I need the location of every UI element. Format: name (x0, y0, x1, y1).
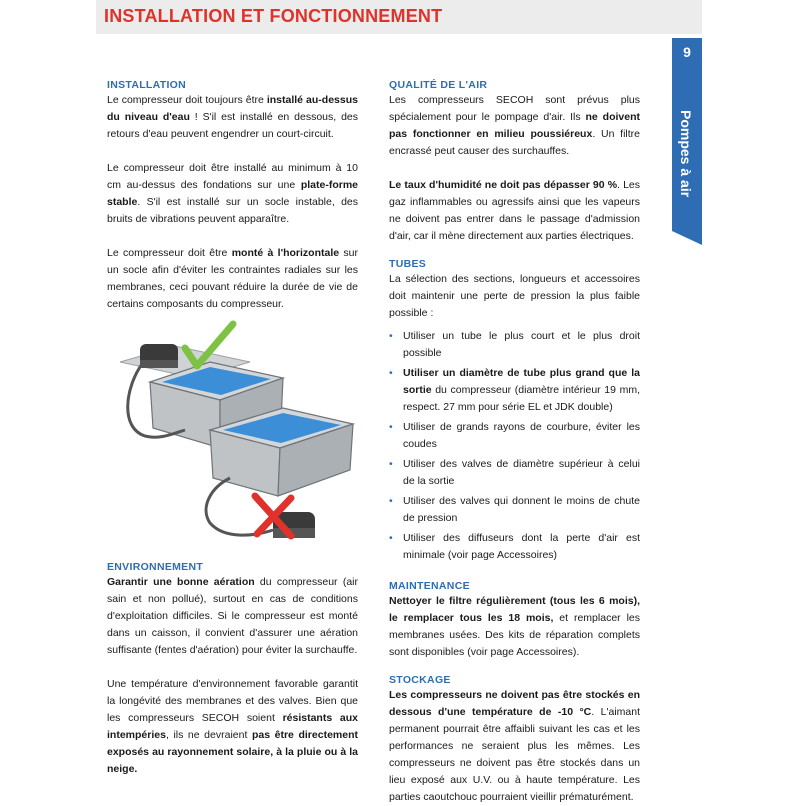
bold-text: Le taux d'humidité ne doit pas dépasser 90 % (389, 179, 618, 191)
page-title: INSTALLATION ET FONCTIONNEMENT (104, 6, 443, 26)
bold-text: plate-forme stable (107, 179, 358, 208)
environment-section (107, 560, 358, 778)
bold-text: Nettoyer le filtre régulièrement (tous les 6 mois), le remplacer tous les 18 mois, (389, 595, 640, 624)
text-run: ! S'il est installé en dessous, des retours d'eau peuvent engendrer un court-circuit. (107, 111, 358, 140)
text-run: Le compresseur doit être installé au minimum à 10 cm au-dessus des fondations sur une (107, 162, 358, 191)
text-run: Utiliser des valves de diamètre supérieur à celui de la sortie (403, 458, 640, 487)
text-run: Une température d'environnement favorable garantit la longévité des membranes et des valves. Bien que les compresseurs SECOH soient (107, 678, 358, 724)
text-run: Les compresseurs SECOH sont prévus plus spécialement pour le pompage d'air. Ils (389, 94, 640, 123)
stockage-paragraph (389, 687, 640, 806)
text-run: du compresseur (diamètre intérieur 19 mm, respect. 27 mm pour série EL et JDK double) (403, 384, 640, 413)
installation-paragraph-2 (107, 160, 358, 228)
text-run: sur un socle afin d'éviter les contraintes radiales sur les membranes, ceci pouvant réduire la durée de vie de certains composants du compresseur. (107, 247, 359, 310)
text-run: Le compresseur doit toujours être (107, 94, 267, 106)
installation-paragraph-3 (107, 245, 358, 313)
page-number: 9 (683, 44, 691, 60)
bold-text: Garantir une bonne aération (107, 576, 255, 588)
text-run: Utiliser des valves qui donnent le moins de chute de pression (403, 495, 640, 524)
text-run: . L'aimant permanent pourrait être affaibli suivant les cas et les performances ne seraient plus les mêmes. Les compresseurs ne doivent pas être stockés dans un lieu exposé aux U.V. ou à haute température. Les parties caoutchouc pourraient vieillir prématurément. (389, 706, 640, 803)
text-run: Utiliser un tube le plus court et le plus droit possible (403, 330, 640, 359)
section-heading-qualite-air: QUALITÉ DE L'AIR (389, 79, 488, 91)
section-heading-stockage: STOCKAGE (389, 674, 451, 686)
tubes-list-item (389, 419, 640, 453)
text-run: du compresseur (air sain et non pollué), surtout en cas de conditions d'exploitation difficiles. Si le compresseur est monté dans un caisson, il convient d'assurer une aération suffisante (fentes d'aération) pour éviter la surchauffe. (107, 576, 358, 656)
text-run: Utiliser de grands rayons de courbure, éviter les coudes (403, 421, 640, 450)
tubes-list-item (389, 365, 640, 416)
environnement-paragraph-2 (107, 676, 358, 778)
environnement-paragraph-1 (107, 574, 358, 659)
right-column (389, 78, 640, 806)
text-run: . Les gaz inflammables ou agressifs ainsi que les vapeurs ne doivent pas entrer dans le passage d'admission d'air, car il mène directement aux parties électriques. (389, 179, 640, 242)
side-tab-label: Pompes à air (678, 110, 694, 198)
text-run: , ils ne devraient (165, 729, 252, 741)
qualite-air-paragraph-2 (389, 177, 640, 245)
side-tab (672, 38, 702, 231)
tubes-list-item (389, 328, 640, 362)
bold-text: installé au-dessus du niveau d'eau (107, 94, 358, 123)
bold-text: résistants aux intempéries (107, 712, 358, 741)
header-bar (96, 0, 702, 34)
tubes-intro: La sélection des sections, longueurs et accessoires doit maintenir une perte de pression la plus faible possible : (389, 273, 640, 319)
section-heading-environnement: ENVIRONNEMENT (107, 561, 204, 573)
left-column (107, 78, 358, 313)
qualite-air-paragraph-1 (389, 92, 640, 160)
bold-text: monté à l'horizontale (231, 247, 340, 259)
bold-text: Les compresseurs ne doivent pas être stockés en dessous d'une température de -10 °C (389, 689, 640, 718)
bold-text: ne doivent pas fonctionner en milieu poussiéreux (389, 111, 640, 140)
side-tab-fold (672, 231, 702, 245)
text-run: . S'il est installé sur un socle instable, des bruits de vibrations peuvent apparaître. (107, 196, 358, 225)
bold-text: pas être directement exposés au rayonnement solaire, à la pluie ou à la neige. (107, 729, 358, 775)
section-heading-tubes: TUBES (389, 258, 427, 270)
text-run: . Un filtre encrassé peut causer des surchauffes. (389, 128, 640, 157)
maintenance-paragraph (389, 593, 640, 661)
section-heading-maintenance: MAINTENANCE (389, 580, 470, 592)
tubes-list-item (389, 530, 640, 564)
text-run: et remplacer les membranes usées. Des kits de réparation complets sont disponibles (voir page Accessoires). (389, 612, 640, 658)
tubes-list (389, 328, 640, 564)
text-run: Le compresseur doit être (107, 247, 232, 259)
tubes-list-item (389, 493, 640, 527)
installation-paragraph-1 (107, 92, 358, 143)
section-heading-installation: INSTALLATION (107, 79, 187, 91)
installation-illustration (115, 318, 360, 550)
tubes-list-item (389, 456, 640, 490)
text-run: Utiliser des diffuseurs dont la perte d'air est minimale (voir page Accessoires) (403, 532, 640, 561)
bold-text: Utiliser un diamètre de tube plus grand que la sortie (403, 367, 640, 396)
